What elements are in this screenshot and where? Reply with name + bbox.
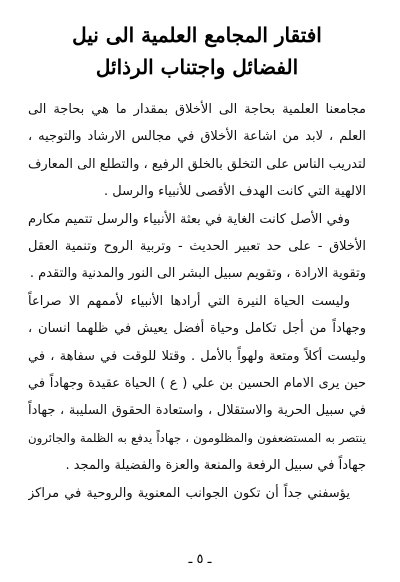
text-line: حين يرى الامام الحسين بن علي ( ع ) الحياة عقيدة وجهاداً في [28, 376, 366, 392]
text-line: وتقوية الارادة ، وتقويم سبيل البشر الى النور والمدنية والتقدم . [29, 266, 366, 282]
text-line: يؤسفني جداً أن تكون الجوانب المعنوية والروحية في مراكز [28, 485, 350, 501]
body-text [28, 96, 366, 507]
text-line: جهاداً في سبيل الرفعة والمنعة والعزة والفضيلة والمجد . [65, 458, 366, 474]
title-line-1: افتقار المجامع العلمية الى نيل [72, 23, 322, 47]
document-title [28, 20, 366, 82]
paragraph-4 [28, 480, 366, 507]
paragraph-1 [28, 96, 366, 206]
text-line: الأخلاق - على حد تعبير الحديث - وتربية الروح وتنمية العقل [28, 239, 366, 255]
text-line: وليست أكلاً ومتعة ولهواً بالأمل . وقتلا للوقت في سفاهة ، في [28, 348, 366, 364]
text-line: وفي الأصل كانت الغاية في بعثة الأنبياء والرسل تتميم مكارم [28, 211, 350, 227]
text-line: وليست الحياة النيرة التي أرادها الأنبياء لأممهم الا صراعاً [28, 293, 350, 309]
paragraph-3 [28, 288, 366, 480]
text-line: مجامعنا العلمية بحاجة الى الأخلاق بمقدار ما هي بحاجة الى [28, 102, 366, 117]
text-line: وجهاداً من أجل تكامل وحياة أفضل يعيش في ظلهما انسان ، [28, 321, 366, 337]
text-line: العلم ، لابد من اشاعة الأخلاق في مجالس الارشاد والتوجيه ، [28, 129, 366, 145]
text-line: في سبيل الحرية والاستقلال ، واستعادة الحقوق السليبة ، جهاداً [28, 403, 366, 419]
title-line-2: الفضائل واجتناب الرذائل [95, 55, 299, 79]
text-line: الالهية التي كانت الهدف الأقصى للأنبياء والرسل . [103, 184, 366, 200]
text-line: ينتصر به المستضعفون والمظلومون ، جهاداً يدفع به الظلمة والجائرون [28, 430, 366, 445]
text-line: لتدريب الناس على التخلق بالخلق الرفيع ، والتطلع الى المعارف [28, 156, 366, 172]
paragraph-2 [28, 206, 366, 288]
page-number: ـ ٥ ـ [188, 552, 212, 567]
